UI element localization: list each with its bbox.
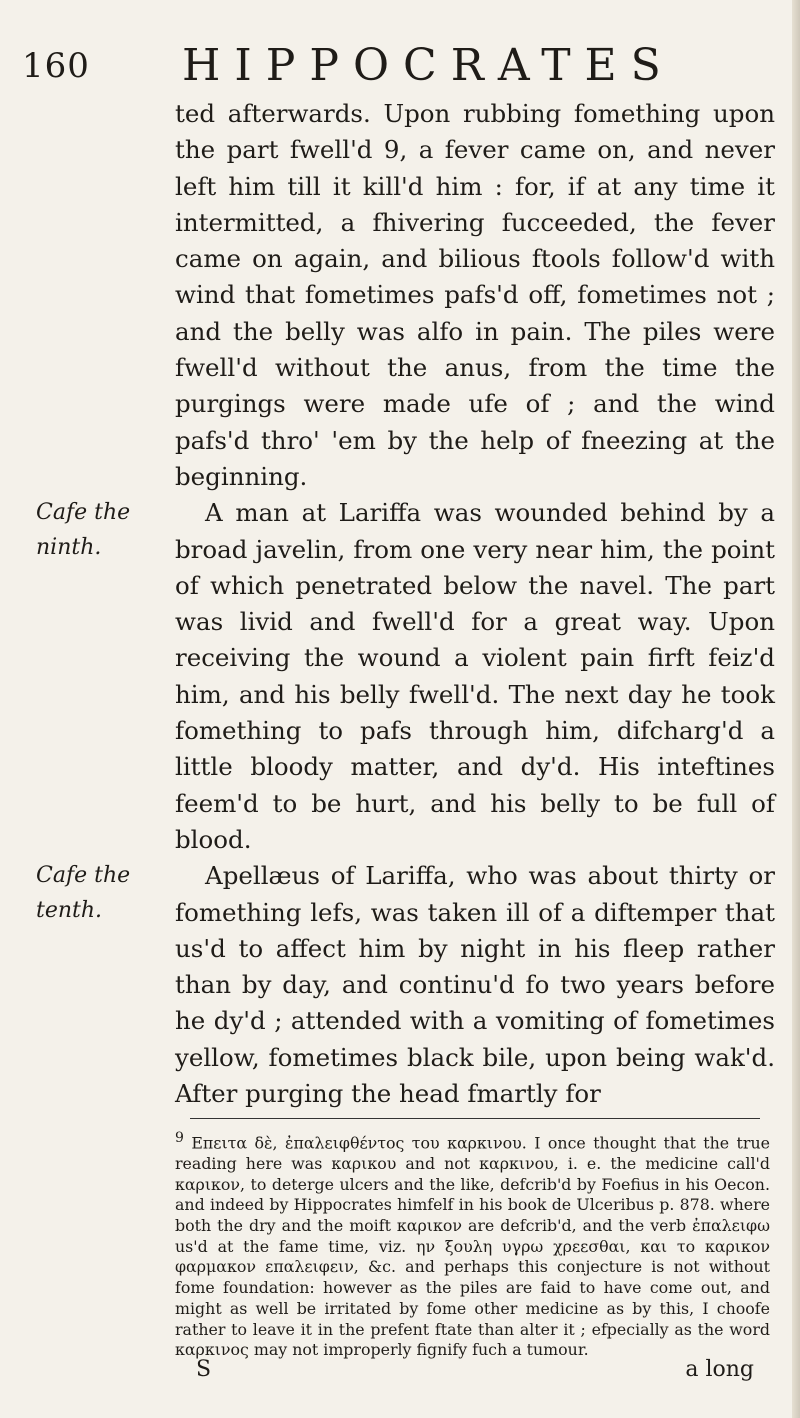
margin-note-case-ninth: Cafe the ninth.: [36, 500, 131, 560]
footnote-text: Επειτα δὲ, ἐπαλειφθέντος του καρκινου. I once thought that the true reading here was καρικου and not καρκινου, i. e. the medicine call'd καρικον, to deterge ulcers and the like, defcrib'd by Foefius in his Oecon. and indeed by Hippocrates himfelf in his book de Ulceribus p. 878. where both the dry and the moift καρικον are defcrib'd, and the verb ἐπαλειφω us'd at the fame time, viz. ην ξουλη υγρω χρεεσθαι, και το καρικον φαρμακον επαλειφειν, &c. and perhaps this conjecture is not without fome foundation: however as the piles are faid to have come out, and might as well be irritated by fome other medicine as by this, I choofe rather to leave it in the prefent ftate than alter it ; efpecially as the word καρκινος may not improperly fignify fuch a tumour.: [175, 1133, 770, 1360]
catchword: a long: [685, 1357, 754, 1382]
footnote-rule: [190, 1118, 760, 1119]
footnote-mark: 9: [175, 1130, 184, 1146]
running-head: HIPPOCRATES: [182, 40, 675, 91]
page-edge: [792, 0, 800, 1418]
paragraph-continued: ted afterwards. Upon rubbing fomething upon the part fwell'd 9, a fever came on, and never left him till it kill'd him : for, if at any time it intermitted, a fhivering fucceeded, the fever came on again, and bilious ftools follow'd with wind that fometimes pafs'd off, fometimes not ; and the belly was alfo in pain. The piles were fwell'd without the anus, from the time the purgings were made ufe of ; and the wind pafs'd thro' 'em by the help of fneezing at the beginning.: [175, 99, 775, 491]
margin-note-case-tenth: Cafe the tenth.: [36, 863, 131, 923]
page-number: 160: [22, 46, 90, 86]
signature-mark: S: [196, 1357, 212, 1382]
paragraph-case-tenth: Apellæus of Lariffa, who was about thirty or fomething lefs, was taken ill of a diftemper that us'd to affect him by night in his fleep rather than by day, and continu'd fo two years before he dy'd ; attended with a vomiting of fometimes yellow, fometimes black bile, upon being wak'd. After purging the head fmartly for: [175, 861, 775, 1109]
main-text: [175, 96, 775, 1112]
page-header: [22, 40, 760, 90]
paragraph-case-ninth: A man at Lariffa was wounded behind by a broad javelin, from one very near him, the point of which penetrated below the navel. The part was livid and fwell'd for a great way. Upon receiving the wound a violent pain firft feiz'd him, and his belly fwell'd. The next day he took fomething to pafs through him, difcharg'd a little bloody matter, and dy'd. His inteftines feem'd to be hurt, and his belly to be full of blood.: [175, 498, 775, 854]
footnote: [175, 1128, 770, 1361]
